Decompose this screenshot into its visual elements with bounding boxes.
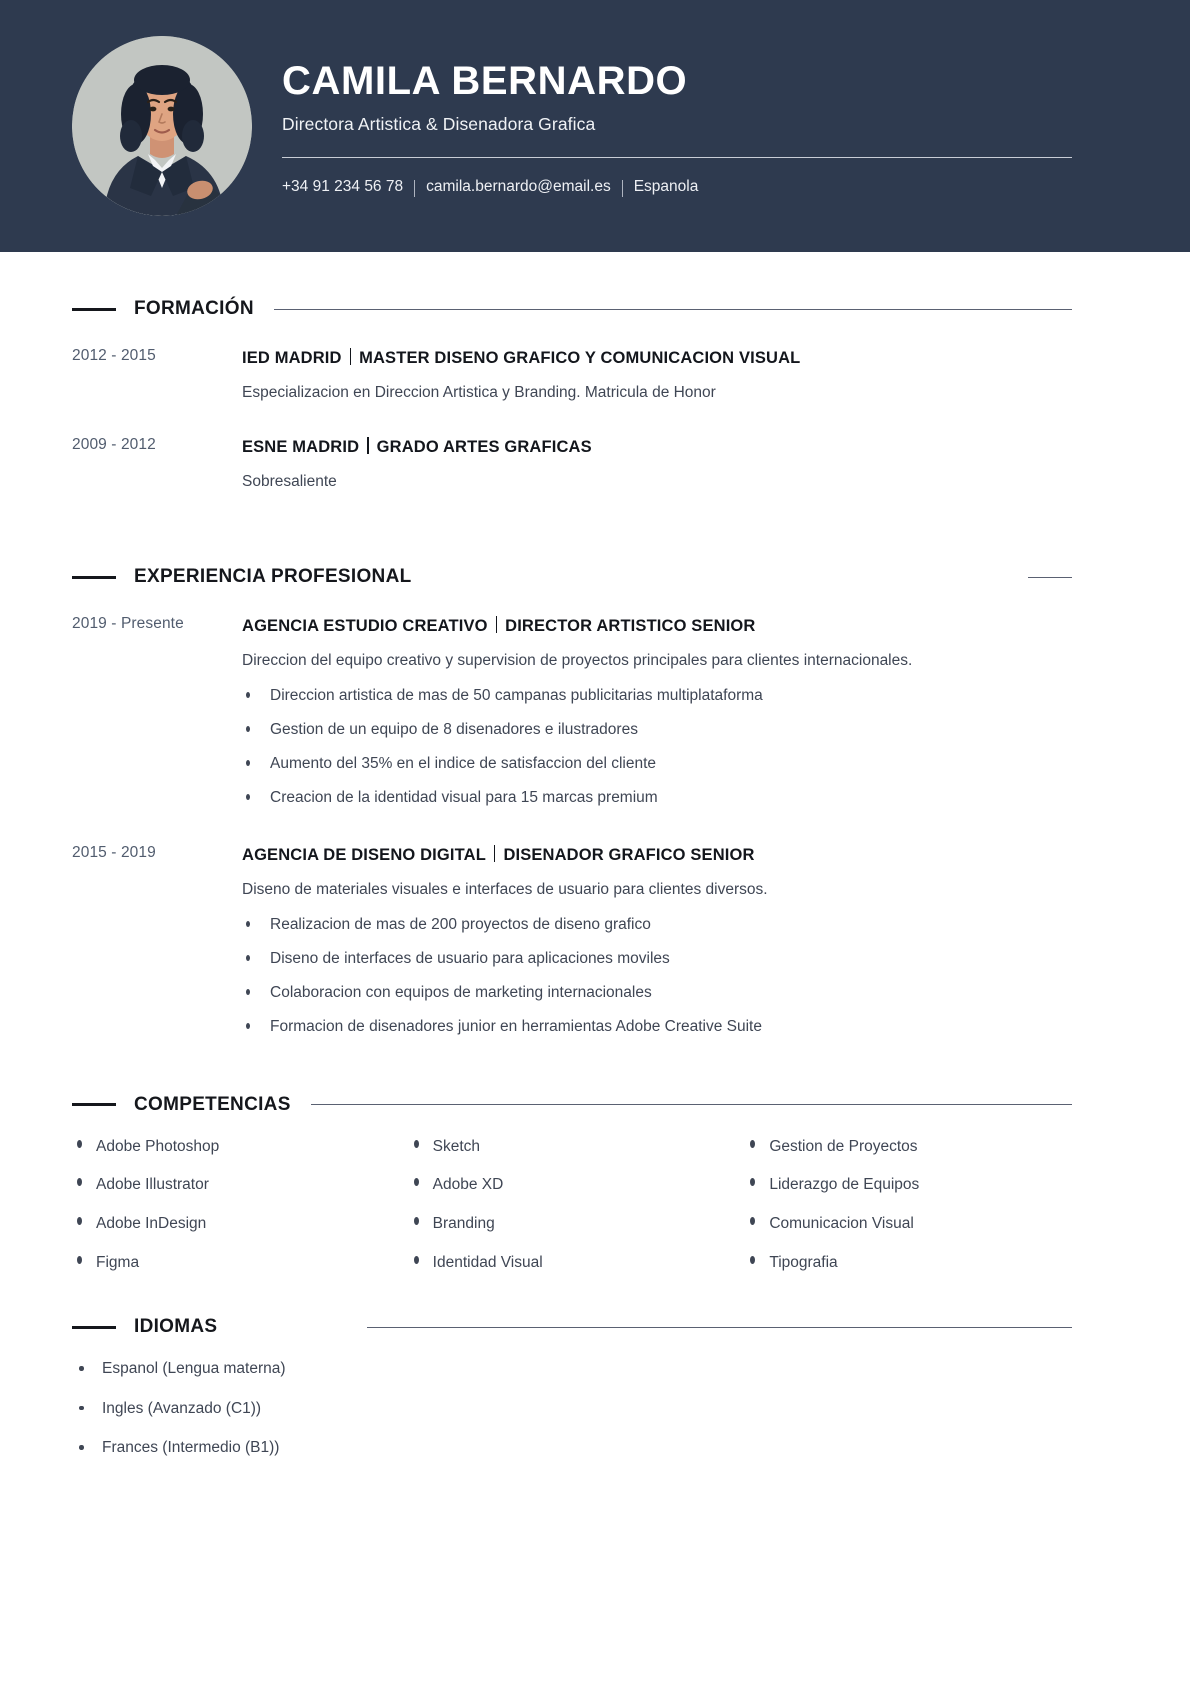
- contact-separator-icon: [414, 180, 415, 197]
- entry-description: Diseno de materiales visuales e interfaces de usuario para clientes diversos.: [242, 881, 768, 899]
- entry-title: [242, 435, 1072, 457]
- entry-date: 2015 - 2019: [72, 844, 156, 862]
- languages-list: [72, 1360, 1072, 1458]
- list-item: Espanol (Lengua materna): [72, 1360, 1072, 1379]
- experience-entry: [72, 843, 1072, 1038]
- skills-column: [745, 1138, 1072, 1292]
- list-item: Aumento del 35% en el indice de satisfaccion del cliente: [242, 754, 1072, 775]
- entry-bullet-list: [242, 915, 1072, 1038]
- section-title: COMPETENCIAS: [134, 1093, 291, 1115]
- section-header-languages: [72, 1316, 1072, 1338]
- list-item: Creacion de la identidad visual para 15 marcas premium: [242, 788, 1072, 809]
- avatar: [72, 36, 252, 216]
- section-title: FORMACIÓN: [134, 298, 254, 319]
- entry-organization: IED MADRID: [242, 349, 342, 367]
- section-dash-icon: [72, 308, 116, 311]
- section-rule: [367, 1327, 1072, 1328]
- list-item: Adobe Illustrator: [72, 1176, 399, 1195]
- resume-body: [0, 252, 1190, 1458]
- entry-title: [242, 614, 1072, 636]
- section-dash-icon: [72, 1326, 116, 1329]
- title-separator-icon: [496, 616, 498, 633]
- list-item: Formacion de disenadores junior en herramientas Adobe Creative Suite: [242, 1017, 1072, 1038]
- entry-role: DIRECTOR ARTISTICO SENIOR: [505, 617, 756, 636]
- list-item: Sketch: [409, 1138, 736, 1157]
- skills-grid: [72, 1138, 1072, 1292]
- entry-date: 2009 - 2012: [72, 436, 156, 454]
- entry-role: DISENADOR GRAFICO SENIOR: [503, 846, 755, 865]
- entry-description: Direccion del equipo creativo y supervision de proyectos principales para clientes internacionales.: [242, 652, 913, 670]
- entry-organization: AGENCIA ESTUDIO CREATIVO: [242, 617, 488, 636]
- contact-nationality: Espanola: [633, 178, 699, 195]
- list-item: Gestion de un equipo de 8 disenadores e ilustradores: [242, 720, 1072, 741]
- list-item: Adobe XD: [409, 1176, 736, 1195]
- portrait-illustration: [72, 36, 252, 216]
- entry-description: Especializacion en Direccion Artistica y Branding. Matricula de Honor: [242, 384, 716, 401]
- section-header-education: [72, 298, 1072, 320]
- entry-organization: ESNE MADRID: [242, 438, 360, 457]
- header-divider: [282, 157, 1072, 158]
- list-item: Identidad Visual: [409, 1254, 736, 1273]
- section-header-experience: [72, 566, 1072, 588]
- list-item: Direccion artistica de mas de 50 campanas publicitarias multiplataforma: [242, 686, 1072, 707]
- contact-phone: +34 91 234 56 78: [282, 178, 404, 195]
- job-subtitle: Directora Artistica & Disenadora Grafica: [282, 114, 596, 134]
- list-item: Figma: [72, 1254, 399, 1273]
- section-title: IDIOMAS: [134, 1316, 218, 1338]
- list-item: Comunicacion Visual: [745, 1215, 1072, 1234]
- section-header-skills: [72, 1094, 1072, 1116]
- education-entry: [72, 346, 1072, 405]
- list-item: Adobe Photoshop: [72, 1138, 399, 1157]
- contact-line: [282, 178, 1072, 196]
- header-text-block: [282, 56, 1190, 196]
- list-item: Gestion de Proyectos: [745, 1138, 1072, 1157]
- entry-title: [242, 843, 1072, 865]
- list-item: Frances (Intermedio (B1)): [72, 1439, 1072, 1458]
- experience-entry: [72, 614, 1072, 809]
- entry-date: 2012 - 2015: [72, 347, 156, 364]
- section-title: EXPERIENCIA PROFESIONAL: [134, 566, 412, 588]
- list-item: Colaboracion con equipos de marketing internacionales: [242, 983, 1072, 1004]
- list-item: Ingles (Avanzado (C1)): [72, 1400, 1072, 1419]
- skills-column: [409, 1138, 736, 1292]
- list-item: Tipografia: [745, 1254, 1072, 1273]
- entry-role: GRADO ARTES GRAFICAS: [376, 438, 592, 457]
- section-dash-icon: [72, 576, 116, 579]
- page-title: CAMILA BERNARDO: [282, 59, 688, 103]
- list-item: Realizacion de mas de 200 proyectos de diseno grafico: [242, 915, 1072, 936]
- section-rule: [311, 1104, 1072, 1105]
- entry-title: [242, 346, 1072, 368]
- list-item: Adobe InDesign: [72, 1215, 399, 1234]
- title-separator-icon: [494, 845, 496, 862]
- list-item: Diseno de interfaces de usuario para aplicaciones moviles: [242, 949, 1072, 970]
- entry-description: Sobresaliente: [242, 473, 337, 491]
- contact-email[interactable]: camila.bernardo@email.es: [426, 178, 611, 195]
- section-dash-icon: [72, 1103, 116, 1106]
- section-rule: [274, 309, 1072, 310]
- section-rule: [1028, 577, 1072, 578]
- title-separator-icon: [367, 437, 369, 454]
- list-item: Liderazgo de Equipos: [745, 1176, 1072, 1195]
- entry-role: MASTER DISENO GRAFICO Y COMUNICACION VISUAL: [359, 349, 801, 367]
- list-item: Branding: [409, 1215, 736, 1234]
- resume-header: [0, 0, 1190, 252]
- entry-date: 2019 - Presente: [72, 615, 184, 633]
- entry-bullet-list: [242, 686, 1072, 809]
- skills-column: [72, 1138, 399, 1292]
- entry-organization: AGENCIA DE DISENO DIGITAL: [242, 846, 486, 865]
- contact-separator-icon: [622, 180, 623, 197]
- education-entry: [72, 435, 1072, 494]
- title-separator-icon: [350, 348, 352, 365]
